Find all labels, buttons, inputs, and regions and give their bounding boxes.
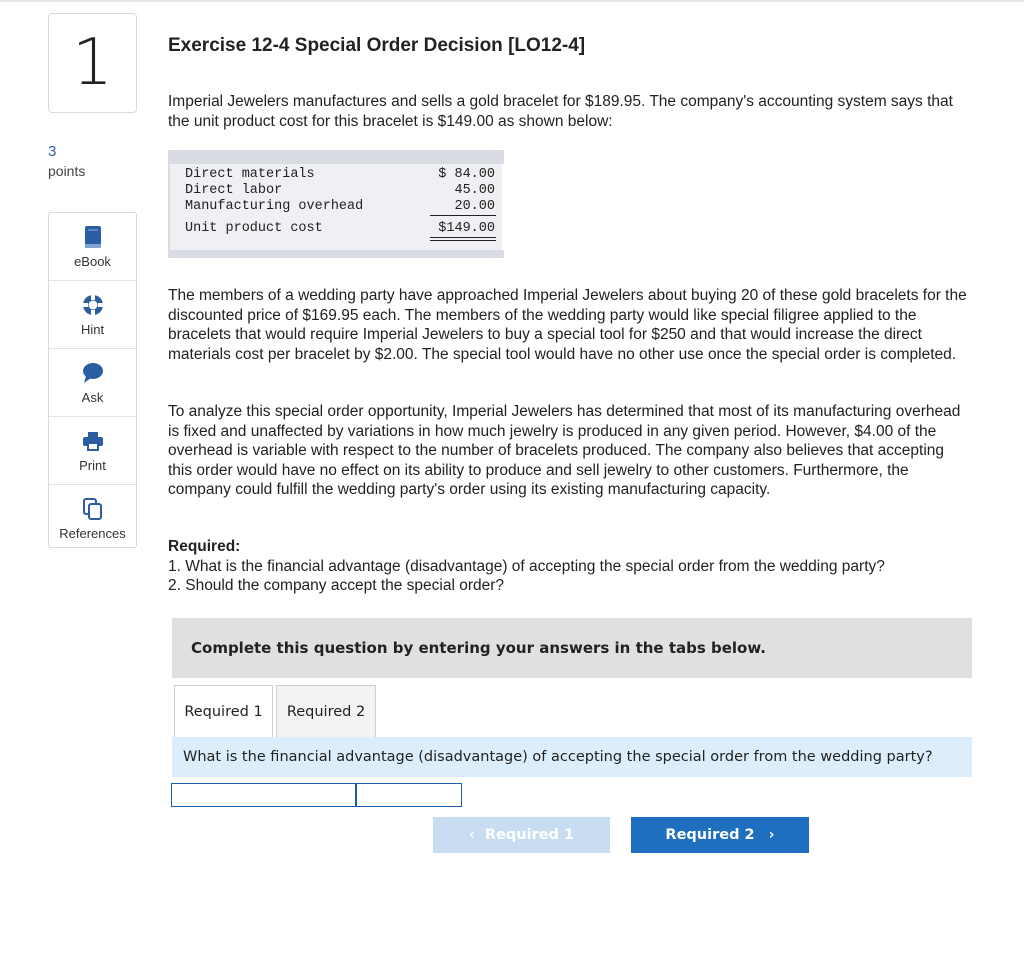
row-value: 45.00 bbox=[454, 183, 495, 198]
documents-icon bbox=[82, 497, 104, 521]
required-item-1: 1. What is the financial advantage (disadvantage) of accepting the special order from the wedding party? bbox=[168, 557, 885, 575]
answer-row bbox=[171, 783, 462, 807]
tab-question: What is the financial advantage (disadvantage) of accepting the special order from the wedding party? bbox=[172, 737, 972, 777]
required-heading: Required: bbox=[168, 538, 241, 555]
top-divider bbox=[0, 0, 1024, 2]
references-button[interactable] bbox=[49, 485, 136, 553]
chat-bubble-icon bbox=[81, 361, 105, 385]
points-label: points bbox=[48, 163, 86, 179]
points-value: 3 bbox=[48, 143, 57, 160]
table-row bbox=[185, 221, 495, 237]
exercise-title: Exercise 12-4 Special Order Decision [LO12-4] bbox=[168, 35, 586, 56]
print-label: Print bbox=[79, 458, 106, 473]
tools-panel bbox=[48, 212, 137, 548]
answer-amount-input[interactable] bbox=[356, 783, 462, 807]
book-icon bbox=[83, 225, 103, 249]
references-label: References bbox=[59, 526, 126, 541]
lifebuoy-icon bbox=[81, 293, 105, 317]
tab-required-2[interactable]: Required 2 bbox=[276, 685, 376, 737]
required-section bbox=[168, 537, 968, 596]
ebook-button[interactable] bbox=[49, 213, 136, 281]
table-footer-band bbox=[170, 250, 504, 258]
subtotal-rule bbox=[430, 215, 496, 216]
instruction-banner: Complete this question by entering your answers in the tabs below. bbox=[172, 618, 972, 678]
required-item-2: 2. Should the company accept the special order? bbox=[168, 577, 505, 594]
hint-button[interactable] bbox=[49, 281, 136, 349]
tab-required-1[interactable]: Required 1 bbox=[174, 685, 273, 737]
chevron-right-icon: › bbox=[768, 827, 775, 843]
answer-label-input[interactable] bbox=[171, 783, 356, 807]
table-row bbox=[185, 167, 495, 183]
wedding-paragraph: The members of a wedding party have approached Imperial Jewelers about buying 20 of these gold bracelets for the discounted price of $169.95 each. The members of the wedding party would like special filigree applied to the bracelets that would require Imperial Jewelers to buy a special tool for $250 and that would increase the direct materials cost per bracelet by $2.00. The special tool would have no other use once the special order is completed. bbox=[168, 287, 967, 363]
ask-button[interactable] bbox=[49, 349, 136, 417]
next-required-button[interactable] bbox=[631, 817, 809, 853]
print-button[interactable] bbox=[49, 417, 136, 485]
ask-label: Ask bbox=[81, 390, 104, 405]
next-button-label: Required 2 bbox=[665, 827, 755, 843]
cost-table bbox=[168, 150, 502, 258]
row-label: Manufacturing overhead bbox=[185, 199, 364, 214]
hint-label: Hint bbox=[80, 322, 105, 337]
total-rule-top bbox=[430, 237, 496, 238]
row-label: Direct materials bbox=[185, 167, 315, 182]
ebook-label: eBook bbox=[74, 254, 111, 269]
prev-button-label: Required 1 bbox=[484, 827, 575, 843]
question-number: 1 bbox=[48, 13, 137, 113]
intro-paragraph: Imperial Jewelers manufactures and sells a gold bracelet for $189.95. The company's accounting system says that the unit product cost for this bracelet is $149.00 as shown below: bbox=[168, 93, 953, 130]
table-row bbox=[185, 199, 495, 215]
row-value: 20.00 bbox=[454, 199, 495, 214]
total-rule-bottom bbox=[430, 240, 496, 241]
prev-required-button[interactable] bbox=[433, 817, 610, 853]
chevron-left-icon: ‹ bbox=[468, 827, 475, 843]
printer-icon bbox=[81, 429, 105, 453]
table-row bbox=[185, 183, 495, 199]
row-value: $ 84.00 bbox=[438, 167, 495, 182]
table-header-band bbox=[170, 150, 504, 164]
analysis-paragraph: To analyze this special order opportunity, Imperial Jewelers has determined that most of its manufacturing overhead is fixed and unaffected by variations in how much jewelry is produced in any given period. However, $4.00 of the overhead is variable with respect to the number of bracelets produced. The company also believes that accepting this order would have no effect on its ability to produce and sell jewelry to other customers. Furthermore, the company could fulfill the wedding party's order using its existing manufacturing capacity. bbox=[168, 403, 961, 498]
row-value: $149.00 bbox=[438, 221, 495, 236]
row-label: Direct labor bbox=[185, 183, 283, 198]
row-label: Unit product cost bbox=[185, 221, 323, 236]
